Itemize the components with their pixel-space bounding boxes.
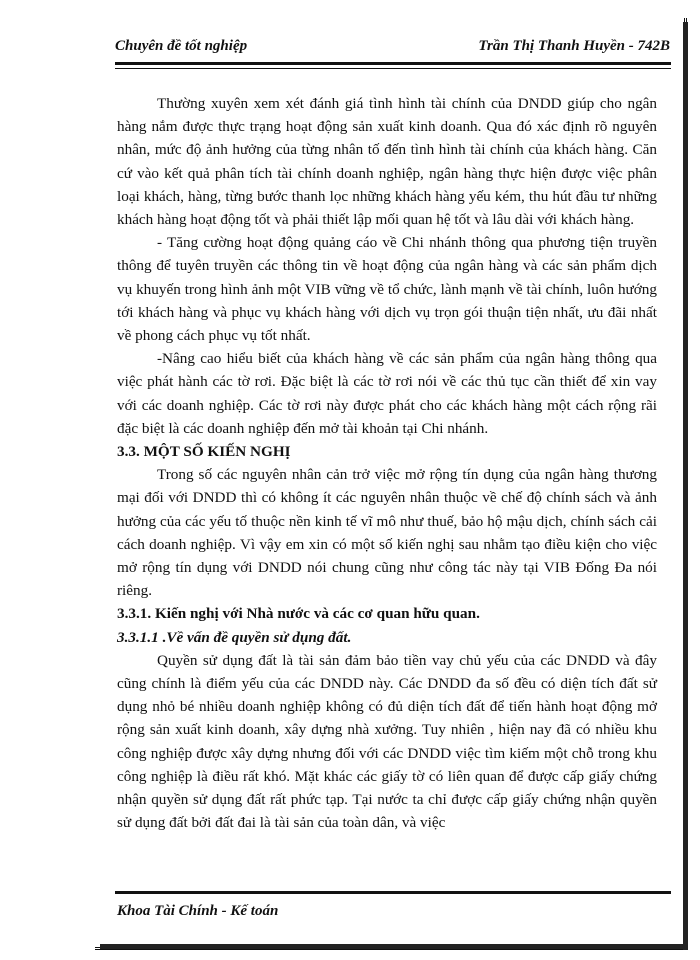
page-shadow-bottom bbox=[100, 944, 688, 949]
section-heading: 3.3. MỘT SỐ KIẾN NGHỊ bbox=[117, 443, 291, 461]
paragraph-leaflets: -Nâng cao hiểu biết của khách hàng về các sản phẩm của ngân hàng thông qua việc phát hành các tờ rơi. Đặc biệt là các tờ rơi nói về các thủ tục cần thiết để xin vay với các doanh nghiệp. Các tờ rơi này được phát cho các khách hàng một cách rộng rãi đặc biệt là các doanh nghiệp đến mở tài khoản tại Chi nhánh. bbox=[117, 350, 657, 437]
header-left: Chuyên đề tốt nghiệp bbox=[115, 38, 248, 54]
document-body bbox=[117, 92, 657, 835]
page-footer: Khoa Tài Chính - Kế toán bbox=[117, 903, 279, 919]
subsubsection-heading: 3.3.1.1 .Về vấn đề quyền sử dụng đất. bbox=[117, 628, 352, 646]
paragraph-land-use-rights: Quyền sử dụng đất là tài sản đảm bảo tiền vay chủ yếu của các DNDD và đây cũng chính là điểm yếu của các DNDD này. Các DNDD đa số đều có diện tích đất sử dụng nhỏ bé nhiều doanh nghiệp không có đủ diện tích đất để tiến hành hoạt động mở rộng sản xuất kinh doanh, xây dựng nhà xưởng. Tuy nhiên , hiện nay đã có nhiều khu công nghiệp được xây dựng nhưng đối với các DNDD việc tìm kiếm một chỗ trong khu công nghiệp là điều rất khó. Mặt khác các giấy tờ có liên quan để được cấp giấy chứng nhận quyền sử dụng đất rất phức tạp. Tại nước ta chỉ được cấp giấy chứng nhận quyền sử dụng đất bởi đất đai là tài sản của toàn dân, và việc bbox=[117, 651, 657, 832]
paragraph-advertising: - Tăng cường hoạt động quảng cáo về Chi nhánh thông qua phương tiện truyền thông để tuyên truyền các thông tin về hoạt động của ngân hàng và các sản phẩm dịch vụ khuyến trong hình ảnh một VIB vững về tổ chức, lành mạnh về tài chính, luôn hướng tới khách hàng và phục vụ khách hàng với dịch vụ trọn gói thuận tiện nhất, ưu đãi nhất về phong cách phục vụ tốt nhất. bbox=[117, 234, 657, 345]
paragraph-financial-review: Thường xuyên xem xét đánh giá tình hình tài chính của DNDD giúp cho ngân hàng nắm được thực trạng hoạt động sản xuất kinh doanh. Qua đó xác định rõ nguyên nhân, mức độ ảnh hưởng của từng nhân tố đến tình hình tài chính của khách hàng. Căn cứ vào kết quả phân tích tài chính doanh nghiệp, ngân hàng thực hiện được việc phân loại khách, hàng, từng bước thanh lọc những khách hàng yếu kém, thu hút đầu tư những khách hàng hoạt động tốt và phải thiết lập mối quan hệ tốt và lâu dài với khách hàng. bbox=[117, 95, 657, 229]
header-rule bbox=[115, 62, 671, 69]
page-shadow-right bbox=[683, 22, 688, 950]
footer-rule bbox=[115, 891, 671, 896]
paragraph-recommendations-intro: Trong số các nguyên nhân cản trở việc mở rộng tín dụng của ngân hàng thương mại đối với DNDD thì có không ít các nguyên nhân thuộc về chế độ chính sách và ảnh hưởng của các yếu tố thuộc nền kinh tế vĩ mô như thuế, bảo hộ mậu dịch, chính sách cải cách doanh nghiệp. Vì vậy em xin có một số kiến nghị sau nhằm tạo điều kiện cho việc mở rộng tín dụng với DNDD nói chung cũng như công tác này tại VIB Đống Đa nói riêng. bbox=[117, 466, 657, 600]
subsection-heading: 3.3.1. Kiến nghị với Nhà nước và các cơ quan hữu quan. bbox=[117, 605, 480, 623]
header-right: Trần Thị Thanh Huyền - 742B bbox=[478, 38, 670, 54]
page-header bbox=[115, 38, 670, 60]
